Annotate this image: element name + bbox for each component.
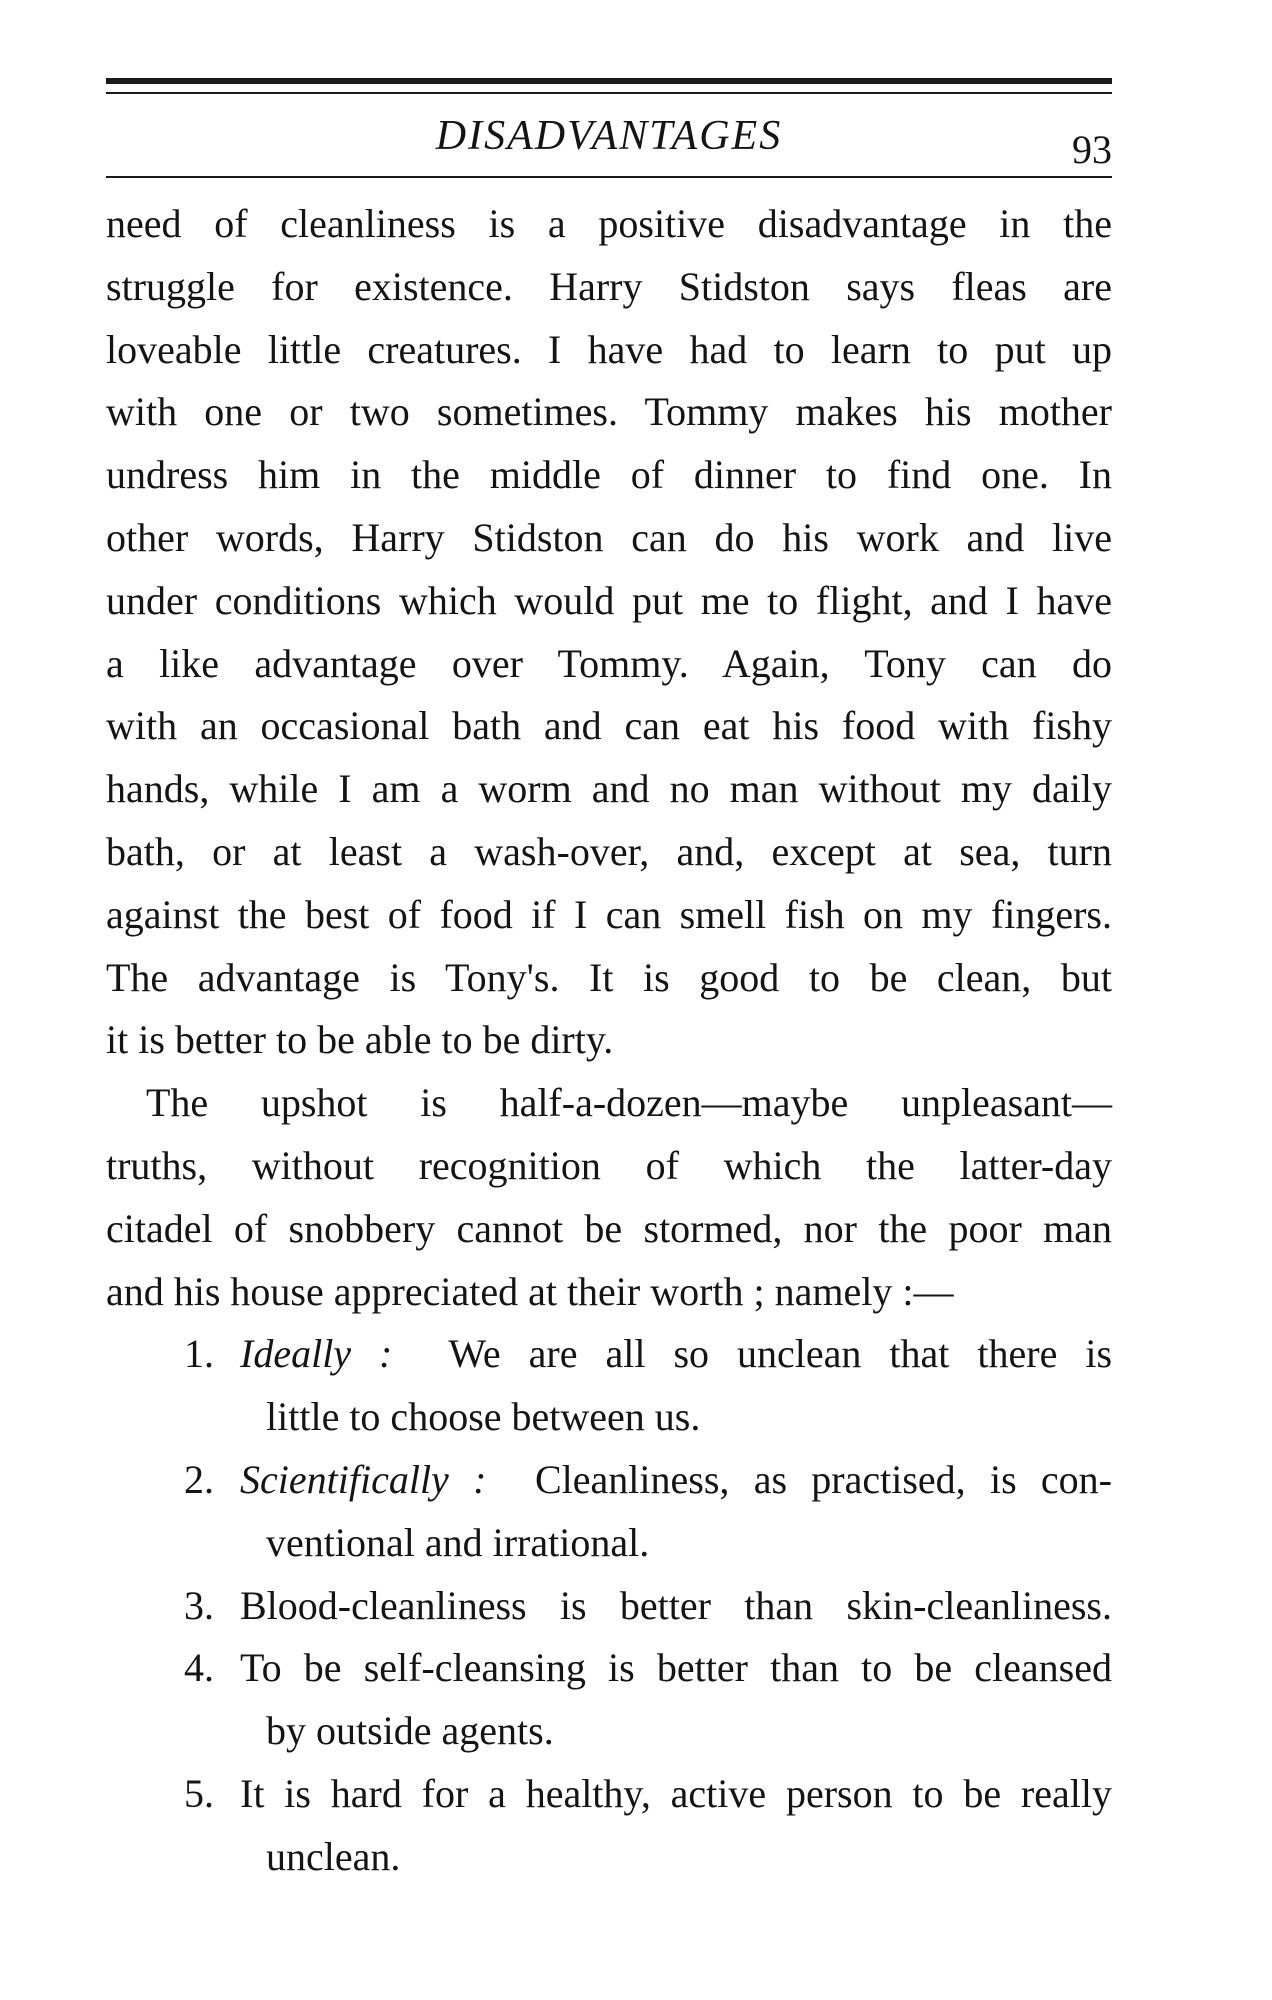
text-line: need of cleanliness is a positive disadvantage in the: [106, 201, 1112, 246]
list-item: [106, 1637, 1112, 1763]
list-number: 5.: [184, 1770, 214, 1816]
text-line: ventional and irrational.: [266, 1519, 650, 1565]
text-line: with one or two sometimes. Tommy makes his mother: [106, 389, 1112, 435]
list-text: We are all so unclean that there is: [448, 1331, 1113, 1377]
text-line: with an occasional bath and can eat his food with fishy: [106, 703, 1112, 749]
list-number: 3.: [184, 1582, 214, 1628]
text-line: citadel of snobbery cannot be stormed, nor the poor man: [106, 1205, 1112, 1251]
text-line: The upshot is half-a-dozen—maybe unpleasant—: [146, 1080, 1112, 1126]
list-number: 2.: [184, 1456, 214, 1502]
text-line: truths, without recognition of which the latter-day: [106, 1142, 1112, 1188]
list-item: [106, 1323, 1112, 1449]
list-item: [106, 1449, 1112, 1575]
running-head-title: DISADVANTAGES: [435, 113, 783, 159]
text-line: struggle for existence. Harry Stidston says fleas are: [106, 263, 1112, 309]
text-line: a like advantage over Tommy. Again, Tony can do: [106, 640, 1112, 686]
text-line: hands, while I am a worm and no man without my daily: [106, 766, 1112, 812]
text-line: by outside agents.: [266, 1708, 554, 1754]
text-line: It is hard for a healthy, active person to be really: [240, 1770, 1112, 1816]
page-number: 93: [1072, 127, 1112, 172]
numbered-list: [106, 1323, 1112, 1888]
text-line: unclean.: [266, 1833, 401, 1879]
list-item: [106, 1763, 1112, 1889]
list-item: [106, 1575, 1112, 1638]
top-rule-thin: [106, 92, 1112, 94]
text-line: against the best of food if I can smell fish on my fingers.: [106, 891, 1112, 937]
text-line: [106, 1449, 1112, 1512]
running-head: [106, 110, 1112, 172]
text-line: [106, 1323, 1112, 1386]
paragraph-1: [106, 193, 1112, 1072]
text-line: it is better to be able to be dirty.: [106, 1017, 614, 1063]
text-line: under conditions which would put me to flight, and I have: [106, 577, 1112, 623]
paragraph-2: [106, 1072, 1112, 1323]
list-label: Ideally :: [240, 1331, 393, 1377]
list-number: 4.: [184, 1645, 214, 1691]
text-line: loveable little creatures. I have had to learn to put up: [106, 326, 1112, 372]
text-line: little to choose between us.: [266, 1394, 701, 1440]
text-line: Blood-cleanliness is better than skin-cleanliness.: [240, 1582, 1112, 1628]
list-text: Cleanliness, as practised, is con-: [535, 1456, 1112, 1502]
text-line: bath, or at least a wash-over, and, except at sea, turn: [106, 828, 1112, 874]
text-line: The advantage is Tony's. It is good to be clean, but: [106, 954, 1112, 1000]
list-number: 1.: [184, 1331, 214, 1377]
text-line: undress him in the middle of dinner to find one. In: [106, 452, 1112, 498]
text-line: To be self-cleansing is better than to be cleansed: [240, 1645, 1112, 1691]
header-rule: [106, 176, 1112, 178]
page-body: [106, 193, 1112, 1889]
list-label: Scientifically :: [240, 1456, 487, 1502]
top-rule-thick: [106, 78, 1112, 84]
text-line: and his house appreciated at their worth ; namely :—: [106, 1268, 954, 1314]
text-line: other words, Harry Stidston can do his work and live: [106, 514, 1112, 560]
